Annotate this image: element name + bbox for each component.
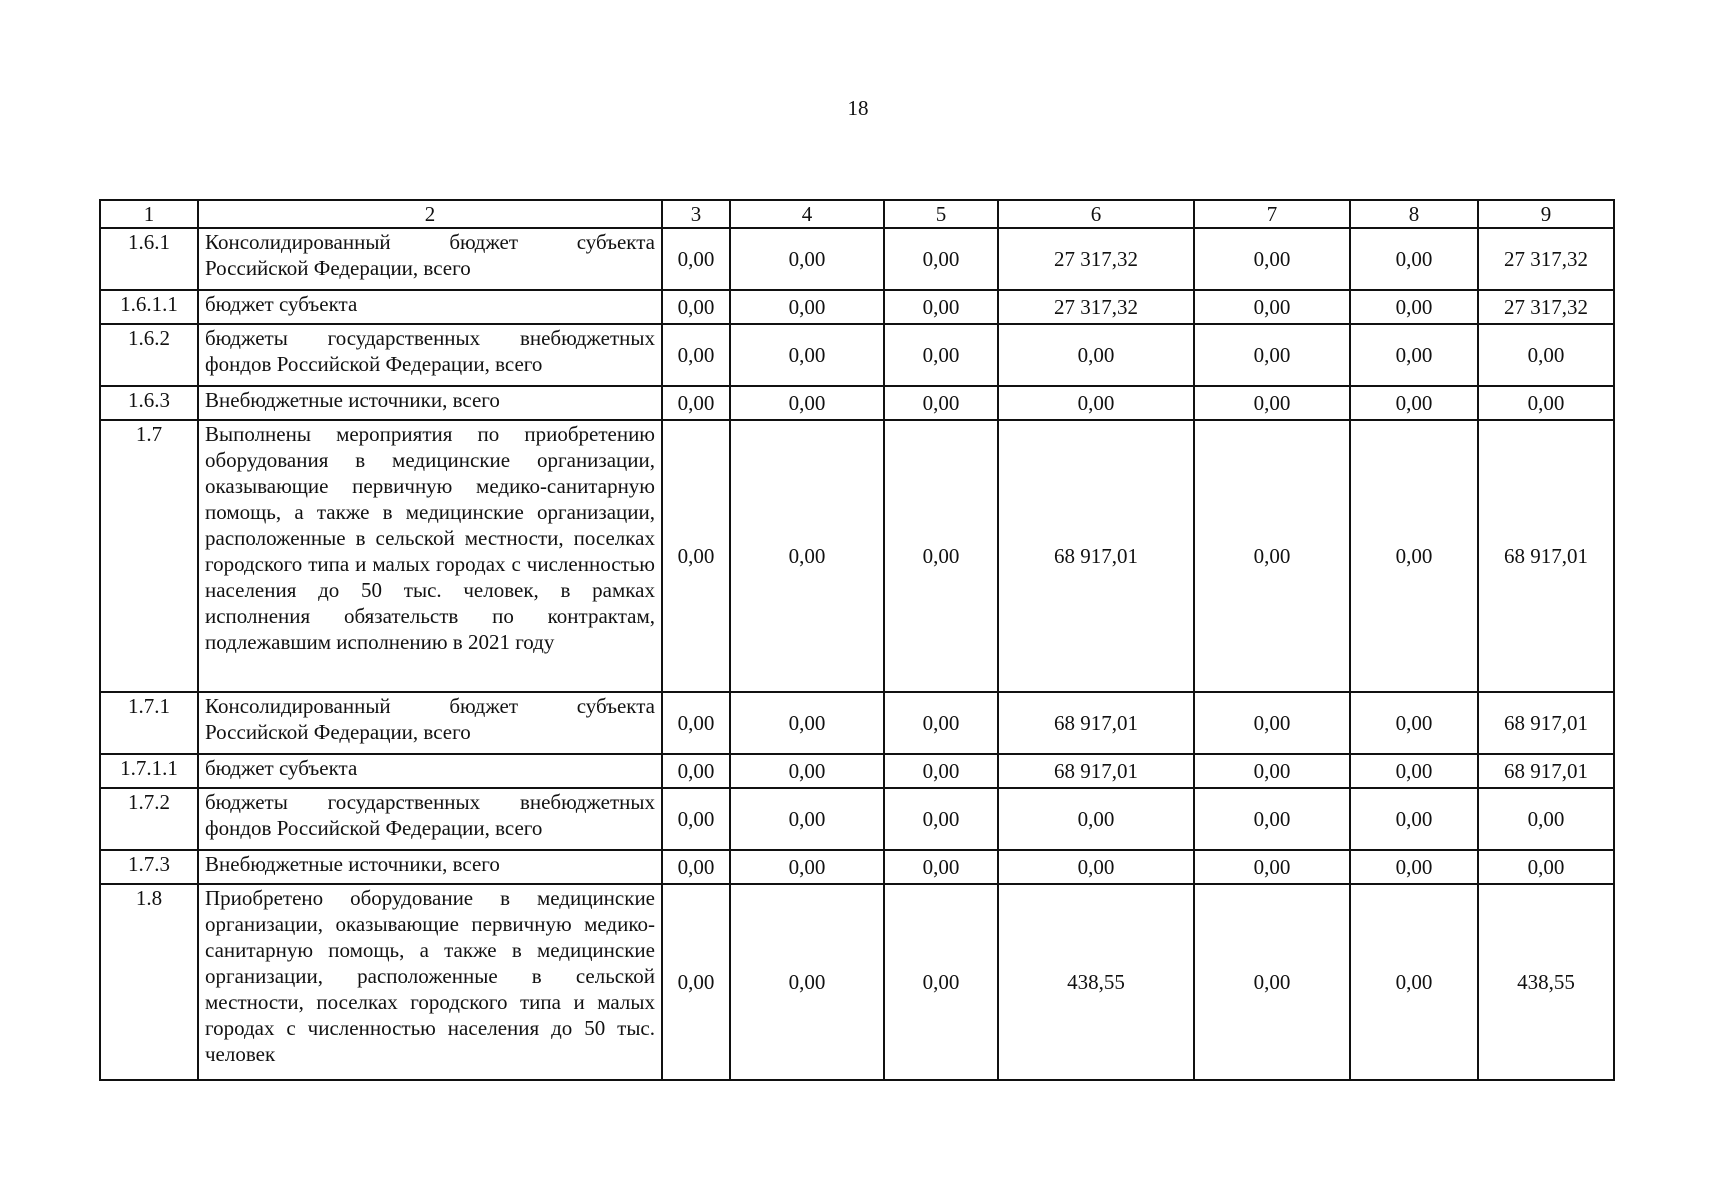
row-number: 1.6.1 (100, 228, 198, 290)
budget-table (99, 199, 1615, 1081)
row-description: бюджеты государственных внебюджетных фондов Российской Федерации, всего (198, 324, 662, 386)
row-description: бюджет субъекта (198, 290, 662, 324)
value-cell: 438,55 (1478, 884, 1614, 1080)
table-row (100, 692, 1614, 754)
value-cell: 0,00 (730, 884, 884, 1080)
value-cell: 0,00 (1194, 850, 1350, 884)
header-cell: 6 (998, 200, 1194, 228)
value-cell: 0,00 (1350, 324, 1478, 386)
row-number: 1.7.1 (100, 692, 198, 754)
row-number: 1.7.3 (100, 850, 198, 884)
value-cell: 0,00 (730, 692, 884, 754)
value-cell: 0,00 (1194, 228, 1350, 290)
value-cell: 27 317,32 (1478, 290, 1614, 324)
value-cell: 0,00 (1350, 788, 1478, 850)
value-cell: 0,00 (730, 850, 884, 884)
value-cell: 0,00 (662, 692, 730, 754)
value-cell: 0,00 (1478, 850, 1614, 884)
value-cell: 27 317,32 (1478, 228, 1614, 290)
value-cell: 0,00 (998, 850, 1194, 884)
row-number: 1.6.3 (100, 386, 198, 420)
value-cell: 0,00 (730, 324, 884, 386)
value-cell: 0,00 (730, 788, 884, 850)
value-cell: 0,00 (1194, 692, 1350, 754)
value-cell: 0,00 (662, 420, 730, 692)
value-cell: 68 917,01 (1478, 420, 1614, 692)
value-cell: 0,00 (662, 788, 730, 850)
row-description: бюджеты государственных внебюджетных фондов Российской Федерации, всего (198, 788, 662, 850)
value-cell: 0,00 (998, 386, 1194, 420)
value-cell: 0,00 (884, 228, 998, 290)
value-cell: 27 317,32 (998, 228, 1194, 290)
value-cell: 0,00 (1350, 850, 1478, 884)
value-cell: 0,00 (1478, 386, 1614, 420)
row-number: 1.6.2 (100, 324, 198, 386)
table-row (100, 788, 1614, 850)
value-cell: 0,00 (662, 754, 730, 788)
value-cell: 0,00 (730, 386, 884, 420)
value-cell: 0,00 (1194, 324, 1350, 386)
row-description: Приобретено оборудование в медицинские организации, оказывающие первичную медико-санитарную помощь, а также в медицинские организации, расположенные в сельской местности, поселках городского типа и малых городах с численностью населения до 50 тыс. человек (198, 884, 662, 1080)
header-cell: 3 (662, 200, 730, 228)
header-cell: 2 (198, 200, 662, 228)
value-cell: 0,00 (998, 788, 1194, 850)
value-cell: 0,00 (1194, 788, 1350, 850)
value-cell: 0,00 (662, 324, 730, 386)
value-cell: 0,00 (1350, 290, 1478, 324)
value-cell: 0,00 (1350, 692, 1478, 754)
value-cell: 68 917,01 (998, 754, 1194, 788)
table-row (100, 290, 1614, 324)
row-number: 1.6.1.1 (100, 290, 198, 324)
value-cell: 0,00 (884, 324, 998, 386)
table-row (100, 850, 1614, 884)
value-cell: 0,00 (662, 850, 730, 884)
value-cell: 0,00 (1350, 386, 1478, 420)
value-cell: 0,00 (884, 386, 998, 420)
row-description: Консолидированный бюджет субъекта Российской Федерации, всего (198, 692, 662, 754)
value-cell: 68 917,01 (998, 692, 1194, 754)
value-cell: 0,00 (1194, 290, 1350, 324)
table-row (100, 324, 1614, 386)
value-cell: 68 917,01 (1478, 754, 1614, 788)
value-cell: 0,00 (884, 884, 998, 1080)
header-cell: 7 (1194, 200, 1350, 228)
value-cell: 0,00 (1194, 386, 1350, 420)
row-number: 1.7.2 (100, 788, 198, 850)
value-cell: 0,00 (1350, 754, 1478, 788)
value-cell: 68 917,01 (1478, 692, 1614, 754)
value-cell: 68 917,01 (998, 420, 1194, 692)
row-number: 1.7.1.1 (100, 754, 198, 788)
value-cell: 0,00 (1478, 788, 1614, 850)
row-number: 1.7 (100, 420, 198, 692)
value-cell: 0,00 (730, 290, 884, 324)
value-cell: 0,00 (730, 228, 884, 290)
table-row (100, 420, 1614, 692)
value-cell: 0,00 (998, 324, 1194, 386)
table-row (100, 754, 1614, 788)
value-cell: 0,00 (1478, 324, 1614, 386)
value-cell: 0,00 (884, 850, 998, 884)
value-cell: 0,00 (1350, 228, 1478, 290)
header-cell: 1 (100, 200, 198, 228)
row-description: Внебюджетные источники, всего (198, 850, 662, 884)
header-row (100, 200, 1614, 228)
value-cell: 27 317,32 (998, 290, 1194, 324)
value-cell: 0,00 (884, 754, 998, 788)
value-cell: 0,00 (662, 884, 730, 1080)
value-cell: 0,00 (1194, 884, 1350, 1080)
value-cell: 0,00 (1350, 884, 1478, 1080)
value-cell: 0,00 (1350, 420, 1478, 692)
row-description: Консолидированный бюджет субъекта Российской Федерации, всего (198, 228, 662, 290)
row-description: Внебюджетные источники, всего (198, 386, 662, 420)
value-cell: 0,00 (884, 420, 998, 692)
value-cell: 0,00 (884, 692, 998, 754)
header-cell: 9 (1478, 200, 1614, 228)
value-cell: 0,00 (662, 386, 730, 420)
header-cell: 5 (884, 200, 998, 228)
row-description: бюджет субъекта (198, 754, 662, 788)
value-cell: 0,00 (1194, 754, 1350, 788)
value-cell: 0,00 (884, 788, 998, 850)
row-description: Выполнены мероприятия по приобретению оборудования в медицинские организации, оказывающие первичную медико-санитарную помощь, а также в медицинские организации, расположенные в сельской местности, поселках городского типа и малых городах с численностью населения до 50 тыс. человек, в рамках исполнения обязательств по контрактам, подлежавшим исполнению в 2021 году (198, 420, 662, 692)
page-number: 18 (847, 96, 869, 120)
value-cell: 0,00 (884, 290, 998, 324)
table-row (100, 228, 1614, 290)
value-cell: 0,00 (730, 420, 884, 692)
table-row (100, 884, 1614, 1080)
header-cell: 8 (1350, 200, 1478, 228)
value-cell: 438,55 (998, 884, 1194, 1080)
value-cell: 0,00 (662, 290, 730, 324)
row-number: 1.8 (100, 884, 198, 1080)
value-cell: 0,00 (730, 754, 884, 788)
header-cell: 4 (730, 200, 884, 228)
table-row (100, 386, 1614, 420)
value-cell: 0,00 (1194, 420, 1350, 692)
value-cell: 0,00 (662, 228, 730, 290)
